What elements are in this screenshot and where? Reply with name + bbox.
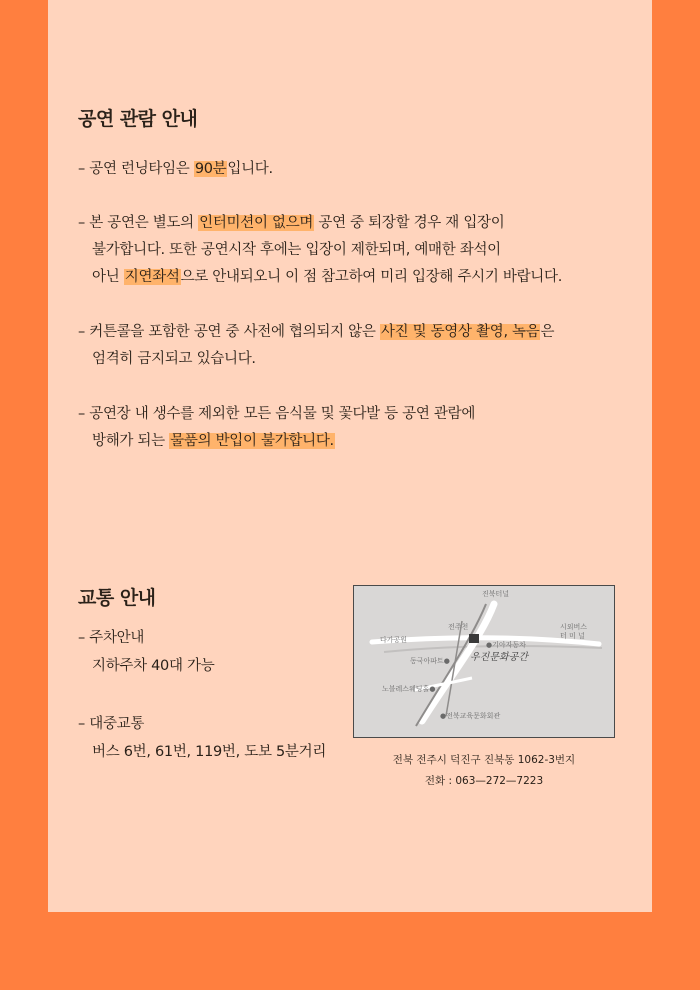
notice-text: 방해가 되는 xyxy=(92,433,170,449)
notice-line xyxy=(78,264,562,291)
label-dagagongwon: 다가공원 xyxy=(380,636,408,644)
label-city-bus-2: 터 미 널 xyxy=(560,632,585,640)
label-jinbuk-tunnel: 진북터널 xyxy=(482,590,510,598)
venue-marker xyxy=(469,634,479,643)
address-line: 전북 전주시 덕진구 진북동 1062-3번지 xyxy=(392,754,576,766)
notice-text: 으로 안내되오니 이 점 참고하여 미리 입장해 주시기 바랍니다. xyxy=(180,269,563,285)
notice-text: – 커튼콜을 포함한 공연 중 사전에 협의되지 않은 xyxy=(78,324,380,340)
label-jeonjucheon: 전주천 xyxy=(448,623,469,631)
highlight-text: 90분 xyxy=(194,161,227,177)
notice-text: – 공연 런닝타임은 xyxy=(78,161,194,177)
notice-text: 공연 중 퇴장할 경우 재 입장이 xyxy=(314,215,505,231)
notice-text: 엄격히 금지되고 있습니다. xyxy=(92,351,256,367)
label-jeonbuk-edu: ●전북교육문화회관 xyxy=(440,712,501,720)
notice-line xyxy=(78,237,562,264)
parking-info xyxy=(78,624,214,680)
label-dongguk-apt: 동국아파트● xyxy=(410,657,450,665)
notice-item-photography xyxy=(78,319,554,373)
notice-line xyxy=(78,210,562,237)
notice-line xyxy=(78,346,554,373)
highlight-text: 인터미션이 없으며 xyxy=(199,215,314,231)
label-city-bus-1: 시외버스 xyxy=(560,623,588,631)
notice-title: 공연 관람 안내 xyxy=(78,108,198,130)
notice-text: – 본 공연은 별도의 xyxy=(78,215,199,231)
parking-label: – 주차안내 xyxy=(78,630,145,646)
highlight-text: 지연좌석 xyxy=(124,269,180,285)
notice-item-intermission xyxy=(78,210,562,291)
notice-text: 불가합니다. 또한 공연시작 후에는 입장이 제한되며, 예매한 좌석이 xyxy=(92,242,501,258)
highlight-text: 사진 및 동영상 촬영, 녹음 xyxy=(380,324,540,340)
notice-line xyxy=(78,401,475,428)
notice-item-running-time xyxy=(78,156,273,183)
notice-text: 은 xyxy=(540,324,555,340)
notice-text: 아닌 xyxy=(92,269,124,285)
notice-text: 입니다. xyxy=(227,161,273,177)
location-map xyxy=(353,585,615,738)
transit-info xyxy=(78,710,326,766)
transit-label: – 대중교통 xyxy=(78,716,145,732)
notice-item-food xyxy=(78,401,475,455)
label-nobel-wedding: 노블레스웨딩홀● xyxy=(382,685,436,693)
label-kia-motors: ●기아자동차 xyxy=(486,641,526,649)
transit-value: 버스 6번, 61번, 119번, 도보 5분거리 xyxy=(92,744,327,760)
parking-value: 지하주차 40대 가능 xyxy=(92,658,215,674)
notice-line xyxy=(78,319,554,346)
notice-line xyxy=(78,156,273,183)
phone-line: 전화 : 063—272—7223 xyxy=(424,775,544,787)
notice-line xyxy=(78,428,475,455)
venue-name-label: 우진문화공간 xyxy=(470,652,528,663)
traffic-title: 교통 안내 xyxy=(78,587,156,609)
highlight-text: 물품의 반입이 불가합니다. xyxy=(170,433,334,449)
notice-text: – 공연장 내 생수를 제외한 모든 음식물 및 꽃다발 등 공연 관람에 xyxy=(78,406,476,422)
